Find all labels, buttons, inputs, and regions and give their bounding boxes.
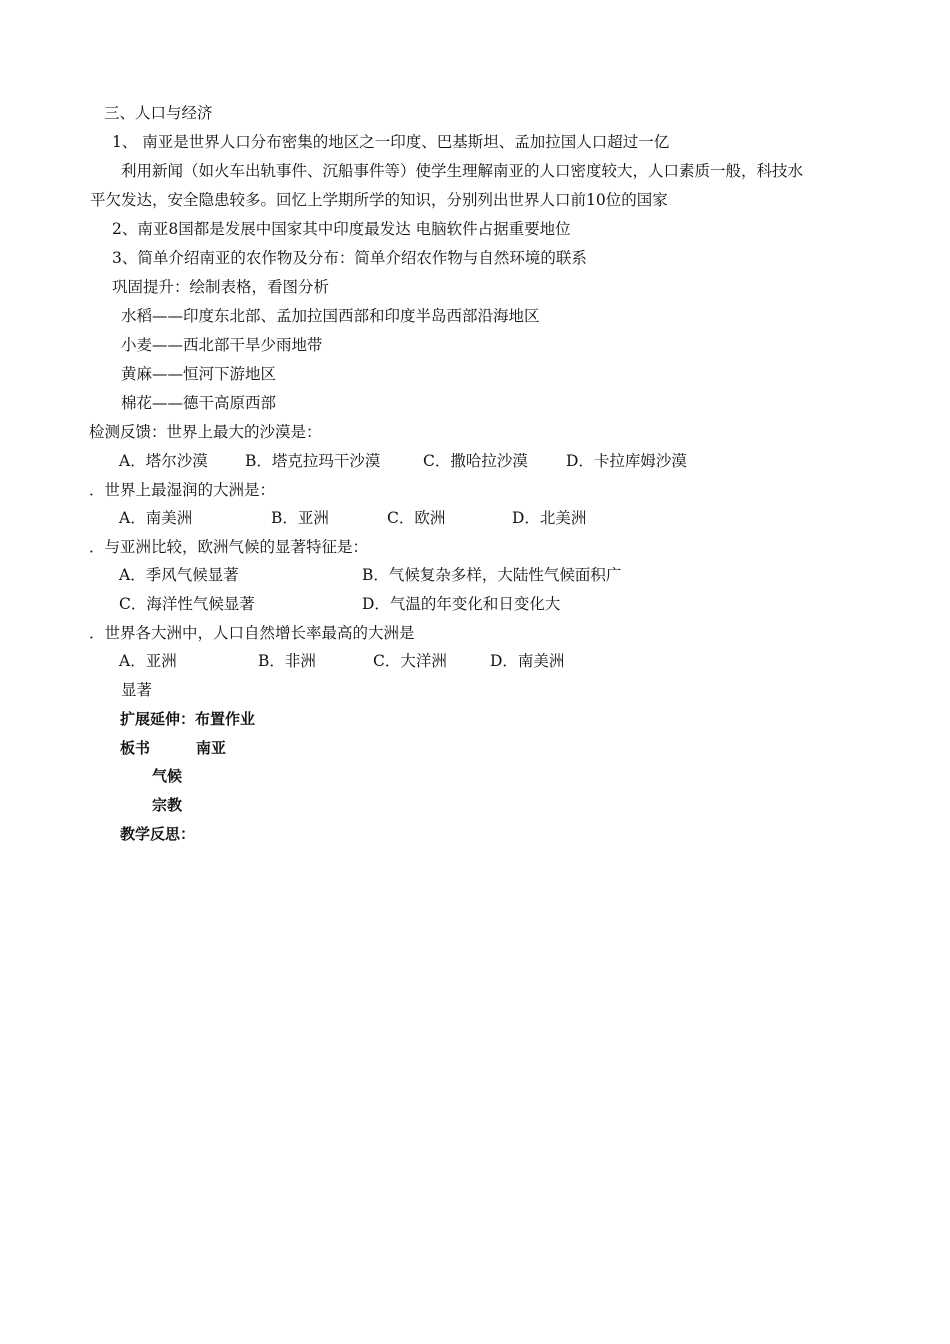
question-3: ．与亚洲比较，欧洲气候的显著特征是： — [89, 538, 369, 556]
q1-option-d: D．卡拉库姆沙漠 — [566, 452, 687, 470]
trailing-word: 显著 — [121, 681, 153, 699]
q4-option-b: B．非洲 — [258, 652, 316, 670]
extension-heading: 扩展延伸：布置作业 — [120, 710, 256, 728]
item-2: 2、南亚8国都是发展中国家其中印度最发达 电脑软件占据重要地位 — [112, 220, 571, 238]
item-3: 3、简单介绍南亚的农作物及分布：简单介绍农作物与自然环境的联系 — [112, 249, 587, 267]
q1-option-b: B．塔克拉玛干沙漠 — [245, 452, 381, 470]
question-4: ．世界各大洲中，人口自然增长率最高的大洲是 — [89, 624, 415, 642]
board-item-religion: 宗教 — [152, 796, 183, 814]
q2-option-d: D．北美洲 — [512, 509, 587, 527]
crop-wheat: 小麦——西北部干旱少雨地带 — [121, 336, 323, 354]
q2-option-b: B．亚洲 — [271, 509, 329, 527]
question-2: ．世界上最湿润的大洲是： — [89, 481, 276, 499]
crop-rice: 水稻——印度东北部、孟加拉国西部和印度半岛西部沿海地区 — [121, 307, 540, 325]
q1-option-c: C．撒哈拉沙漠 — [423, 452, 528, 470]
crop-cotton: 棉花——德干高原西部 — [121, 394, 277, 412]
q3-option-a: A．季风气候显著 — [119, 566, 239, 584]
question-4-options — [0, 651, 800, 671]
crop-jute: 黄麻——恒河下游地区 — [121, 365, 277, 383]
question-1: 检测反馈：世界上最大的沙漠是： — [89, 423, 322, 441]
question-3-options-row2 — [0, 594, 800, 614]
q4-option-a: A．亚洲 — [119, 652, 177, 670]
q3-option-d: D．气温的年变化和日变化大 — [362, 595, 561, 613]
q3-option-b: B．气候复杂多样，大陆性气候面积广 — [362, 566, 622, 584]
item-1-detail-b: 平欠发达，安全隐患较多。回忆上学期所学的知识，分别列出世界人口前10位的国家 — [90, 191, 668, 209]
board-title: 南亚 — [196, 739, 227, 757]
question-3-options-row1 — [0, 565, 800, 585]
question-2-options — [0, 508, 800, 528]
question-1-options — [0, 451, 800, 471]
q3-option-c: C．海洋性气候显著 — [119, 595, 255, 613]
reflection-heading: 教学反思： — [120, 825, 196, 843]
board-item-climate: 气候 — [152, 767, 183, 785]
item-1: 1、 南亚是世界人口分布密集的地区之一印度、巴基斯坦、孟加拉国人口超过一亿 — [112, 133, 670, 151]
item-1-detail-a: 利用新闻（如火车出轨事件、沉船事件等）使学生理解南亚的人口密度较大，人口素质一般，科技水 — [121, 162, 804, 180]
q4-option-d: D．南美洲 — [490, 652, 565, 670]
q4-option-c: C．大洋洲 — [373, 652, 447, 670]
board-label: 板书 — [120, 739, 151, 757]
section-title: 三、人口与经济 — [104, 104, 213, 122]
q2-option-a: A．南美洲 — [119, 509, 193, 527]
q2-option-c: C．欧洲 — [387, 509, 446, 527]
q1-option-a: A．塔尔沙漠 — [119, 452, 208, 470]
consolidate-text: 巩固提升：绘制表格，看图分析 — [112, 278, 330, 296]
